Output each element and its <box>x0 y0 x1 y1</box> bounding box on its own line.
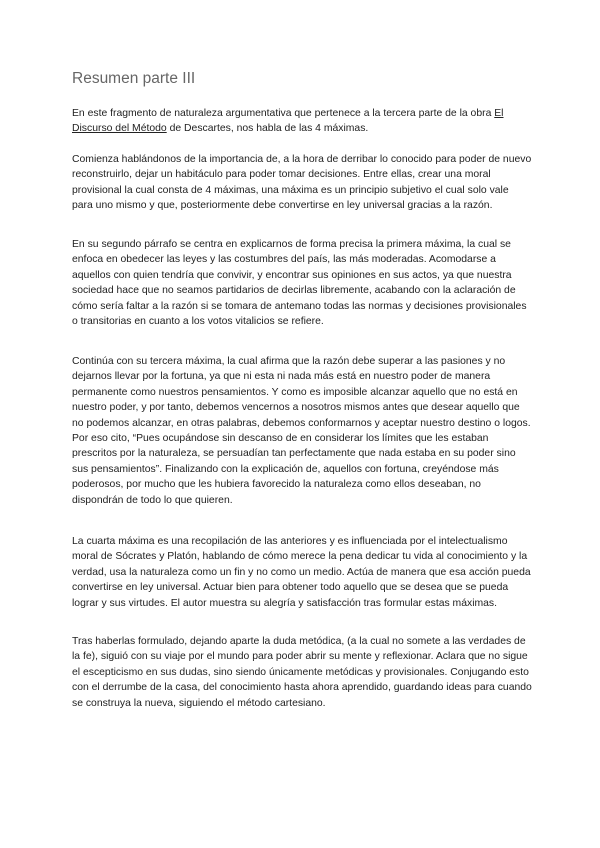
paragraph-intro-text: En este fragmento de naturaleza argumentativa que pertenece a la tercera parte de la obra <box>72 108 495 119</box>
paragraph-intro <box>72 106 532 137</box>
paragraph-3: En su segundo párrafo se centra en explicarnos de forma precisa la primera máxima, la cual se enfoca en obedecer las leyes y las costumbres del país, las más moderadas. Acomodarse a aquellos con quien tendría que convivir, y encontrar sus opiniones en sus actos, ya que nuestra sociedad hace que no seamos partidarios de decirlas libremente, acabando con la aclaración de cómo sería faltar a la razón si se tomara de antemano todas las normas y decisiones provisionales o transitorias en cuanto a los votos vitalicios se refiere. <box>72 239 527 328</box>
book-title-link: El Discurso del Método <box>72 108 504 135</box>
paragraph-intro-text-end: de Descartes, nos habla de las 4 máximas. <box>166 123 369 135</box>
document-title: Resumen parte III <box>72 70 196 87</box>
paragraph-4: Continúa con su tercera máxima, la cual afirma que la razón debe superar a las pasiones y no dejarnos llevar por la fortuna, ya que ni esta ni nada más está en nuestro poder de manera permanente como nuestros pensamientos. Y como es imposible alcanzar aquello que no está en nuestro poder, y por tanto, debemos vencernos a nosotros mismos antes que desear aquello que no podemos alcanzar, en otras palabras, debemos conformarnos y aceptar nuestro destino o logos. Por eso cito, “Pues ocupándose sin descanso de en considerar los límites que les estaban prescritos por la naturaleza, se persuadían tan perfectamente que nada estaba en su poder sino sus pensamientos”. Finalizando con la explicación de, aquellos con fortuna, creyéndose más poderosos, por mucho que les hubiera favorecido la naturaleza como ellos deseaban, no dispondrán de todo lo que quieren. <box>72 356 531 506</box>
paragraph-5: La cuarta máxima es una recopilación de las anteriores y es influenciada por el intelectualismo moral de Sócrates y Platón, hablando de cómo merece la pena dedicar tu vida al conocimiento y la verdad, usa la naturaleza como un fin y no como un medio. Actúa de manera que esa acción pueda convertirse en ley universal. Actuar bien para obtener todo aquello que se desea que se pueda lograr y sus virtudes. El autor muestra su alegría y satisfacción tras formular estas máximas. <box>72 536 531 609</box>
paragraph-6: Tras haberlas formulado, dejando aparte la duda metódica, (a la cual no somete a las verdades de la fe), siguió con su viaje por el mundo para poder abrir su mente y reflexionar. Aclara que no sigue el escepticismo en sus dudas, sino siendo únicamente metódicas y provisionales. Conjugando esto con el derrumbe de la casa, del conocimiento hasta ahora aprendido, guardando ideas para cuando se construya la nueva, siguiendo el método cartesiano. <box>72 636 532 709</box>
paragraph-2: Comienza hablándonos de la importancia de, a la hora de derribar lo conocido para poder de nuevo reconstruirlo, dejar un habitáculo para poder tomar decisiones. Entre ellas, crear una moral provisional la cual consta de 4 máximas, una máxima es un principio subjetivo el cual solo vale para uno mismo y que, posteriormente debe convertirse en ley universal gracias a la razón. <box>72 154 532 212</box>
